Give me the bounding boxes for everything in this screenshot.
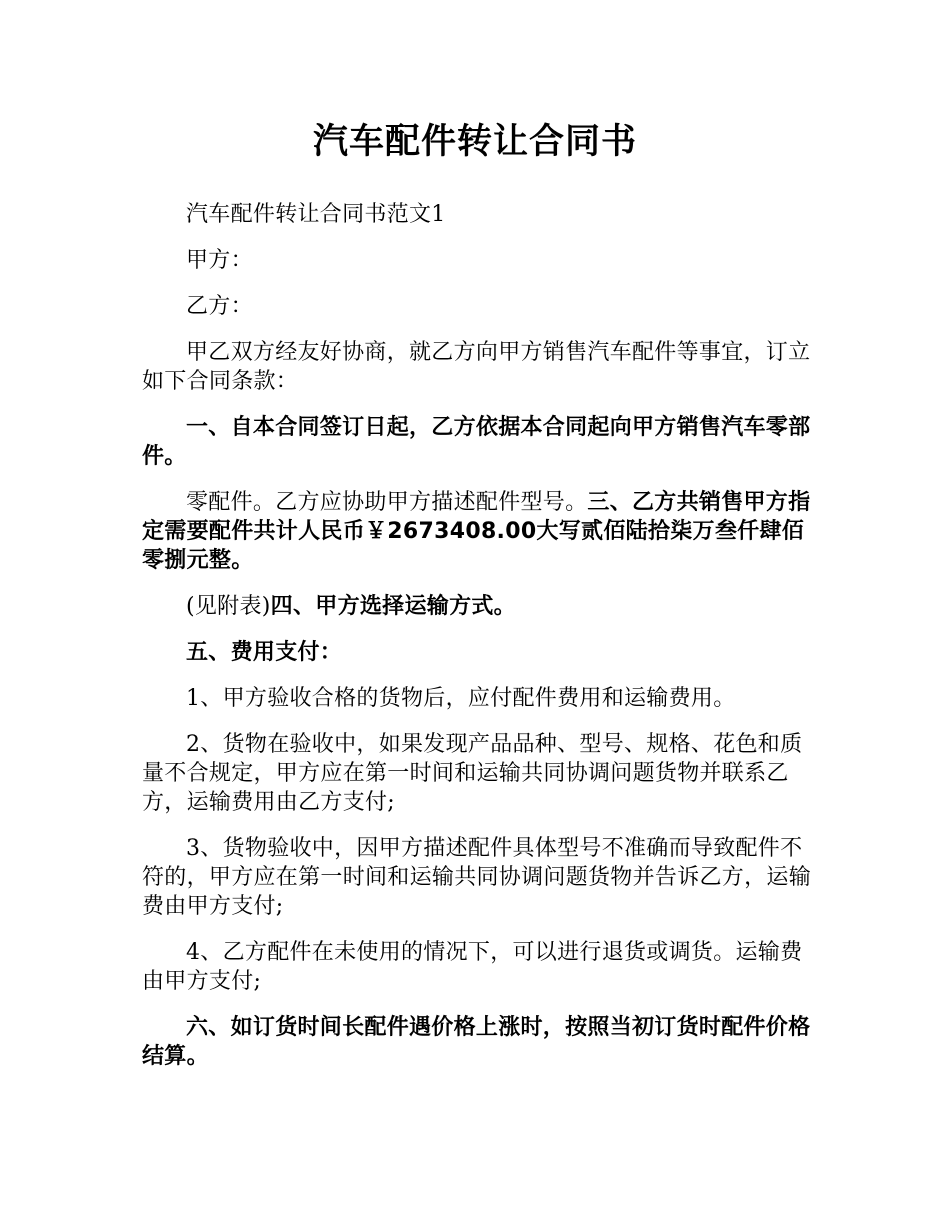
clause-five-heading: 五、费用支付：: [186, 640, 343, 665]
paragraph-party-b: 乙方：: [186, 294, 253, 319]
payment-item-3: 3、货物验收中，因甲方描述配件具体型号不准确而导致配件不符的，甲方应在第一时间和运输共同协调问题货物并告诉乙方，运输费由甲方支付;: [142, 836, 812, 919]
clause-six: 六、如订货时间长配件遇价格上涨时，按照当初订货时配件价格结算。: [142, 1015, 811, 1069]
attachment-note: (见附表): [186, 594, 271, 619]
clause-four-text: 四、甲方选择运输方式。: [270, 594, 516, 619]
clause-four: [142, 592, 812, 621]
clause-two-three: [142, 488, 812, 575]
clause-one: 一、自本合同签订日起，乙方依据本合同起向甲方销售汽车零部件。: [142, 415, 811, 469]
document-title: 汽车配件转让合同书: [312, 122, 637, 162]
clause-three-text: 三、乙方共销售甲方指定需要配件共计人民币￥2673408.00大写贰佰陆拾柒万叁仟肆佰零捌元整。: [142, 490, 811, 573]
document-body: [142, 200, 812, 1088]
payment-item-4: 4、乙方配件在未使用的情况下，可以进行退货或调货。运输费由甲方支付;: [142, 940, 803, 994]
payment-item-1: 1、甲方验收合格的货物后，应付配件费用和运输费用。: [186, 686, 736, 711]
paragraph-template-name: 汽车配件转让合同书范文1: [186, 202, 446, 227]
paragraph-preamble: 甲乙双方经友好协商，就乙方向甲方销售汽车配件等事宜，订立如下合同条款：: [142, 340, 811, 394]
clause-two-text: 零配件。乙方应协助甲方描述配件型号。: [186, 490, 588, 515]
payment-item-2: 2、货物在验收中，如果发现产品品种、型号、规格、花色和质量不合规定，甲方应在第一时间和运输共同协调问题货物并联系乙方，运输费用由乙方支付;: [142, 732, 803, 815]
paragraph-party-a: 甲方：: [186, 248, 253, 273]
